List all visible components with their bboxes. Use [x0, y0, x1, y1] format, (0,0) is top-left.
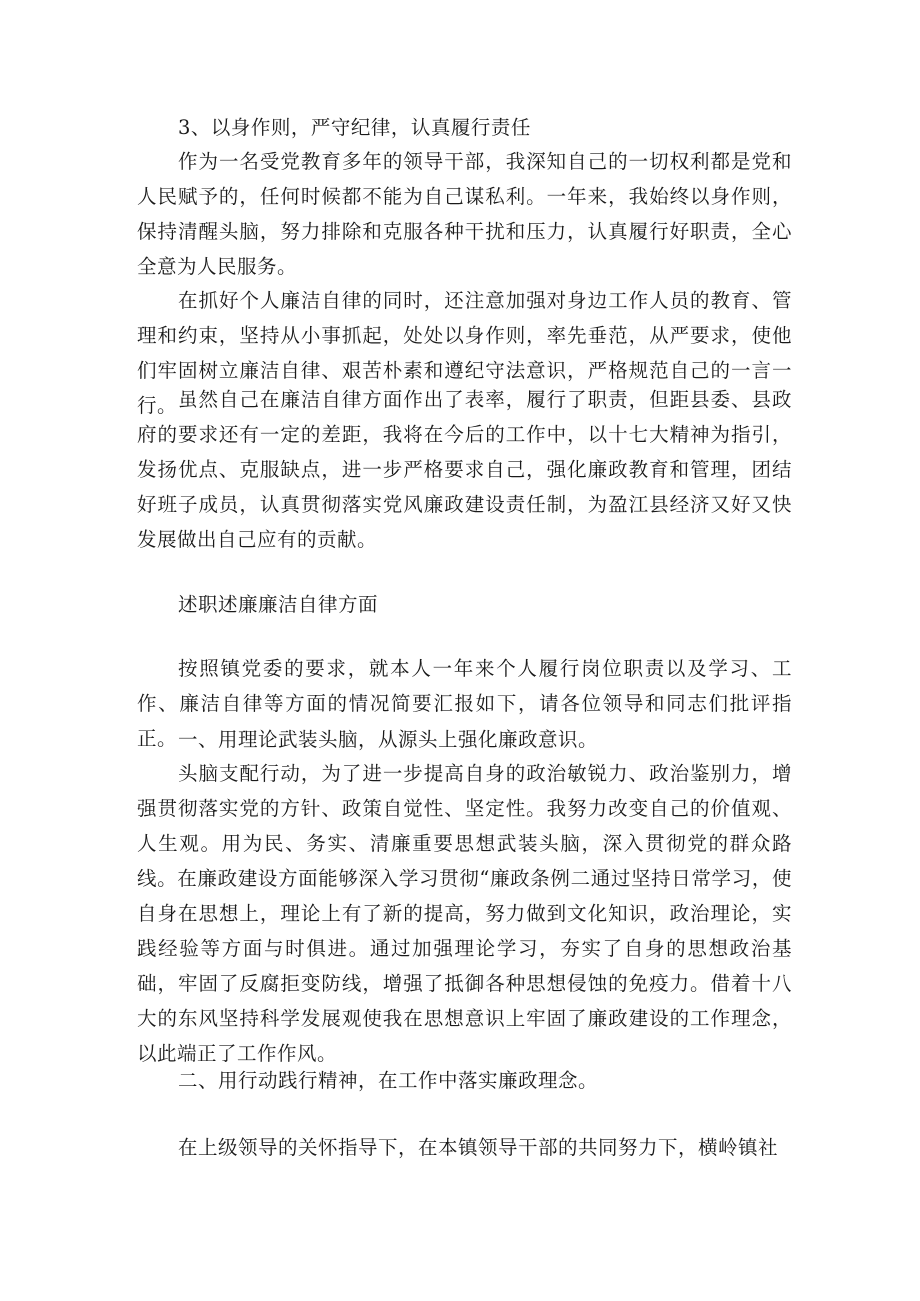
- section-heading-one: 一、用理论武装头脑，从源头上强化廉政意识。: [178, 728, 599, 751]
- paragraph-theory-study: 头脑支配行动，为了进一步提高自身的政治敏锐力、政治鉴别力，增强贯彻落实党的方针、政策自觉性、坚定性。我努力改变自己的价值观、人生观。用为民、务实、清廉重要思想武装头脑，深入贯彻党的群众路线。在廉政建设方面能够深入学习贯彻“廉政条例二通过坚持日常学习，使自身在思想上，理论上有了新的提高，努力做到文化知识，政治理论，实践经验等方面与时俱进。通过加强理论学习，夯实了自身的思想政治基础，牢固了反腐拒变防线，增强了抵御各种思想侵蚀的免疫力。借着十八大的东风坚持科学发展观使我在思想意识上牢固了廉政建设的工作理念，以此端正了工作作风。: [137, 762, 792, 1065]
- document-title: 述职述廉廉洁自律方面: [178, 593, 379, 616]
- paragraph-staff-management: 在抓好个人廉洁自律的同时，还注意加强对身边工作人员的教育、管理和约束，坚持从小事抓起，处处以身作则，率先垂范，从严要求，使他们牢固树立廉洁自律、艰苦朴素和遵纪守法意识，严格规范自己的一言一行。: [137, 289, 792, 417]
- paragraph-self-discipline: 作为一名受党教育多年的领导干部，我深知自己的一切权利都是党和人民赋予的，任何时候都不能为自己谋私利。一年来，我始终以身作则，保持清醒头脑，努力排除和克服各种干扰和压力，认真履行好职责，全心全意为人民服务。: [137, 150, 792, 278]
- section-heading-two: 二、用行动践行精神，在工作中落实廉政理念。: [178, 1069, 599, 1092]
- paragraph-introduction: 按照镇党委的要求，就本人一年来个人履行岗位职责以及学习、工作、廉洁自律等方面的情况简要汇报如下，请各位领导和同志们批评指正。: [137, 657, 792, 750]
- paragraph-gaps-and-plans: 虽然自己在廉洁自律方面作出了表率，履行了职责，但距县委、县政府的要求还有一定的差距，我将在今后的工作中，以十七大精神为指引，发扬优点、克服缺点，进一步严格要求自己，强化廉政教育和管理，团结好班子成员，认真贯彻落实党风廉政建设责任制，为盈江县经济又好又快发展做出自己应有的贡献。: [137, 388, 792, 551]
- paragraph-work-practice: 在上级领导的关怀指导下，在本镇领导干部的共同努力下，横岭镇社: [178, 1136, 779, 1159]
- section-heading-3: 3、以身作则，严守纪律，认真履行责任: [178, 116, 531, 139]
